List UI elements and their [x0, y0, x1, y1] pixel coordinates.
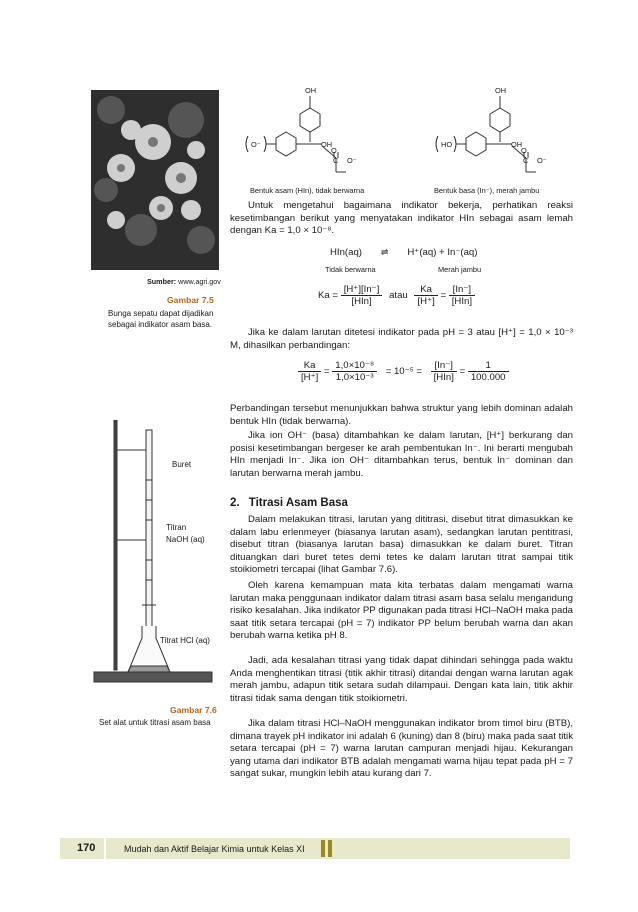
paragraph-indicator-pp: Oleh karena kemampuan mata kita terbatas dalam mengamati warna larutan maka penggunaan indikator dalam titrasi asam basa selalu mengandung risiko kesalahan. Jika indikator PP digunakan pada titrasi HCl–NaOH maka pada saat titik setara tercapai (pH = 7) indikator PP belum berubah warna dan akan berubah warna ketika pH 8. — [230, 580, 573, 642]
paragraph-ph3: Jika ke dalam larutan ditetesi indikator pada pH = 3 atau [H⁺] = 1,0 × 10⁻³ M, dihasilkan perbandingan: — [230, 327, 573, 351]
paragraph-dominant-form: Perbandingan tersebut menunjukkan bahwa struktur yang lebih dominan adalah bentuk HIn (tidak berwarna). — [230, 403, 573, 427]
section-heading — [230, 497, 348, 509]
paragraph-btb: Jika dalam titrasi HCl–NaOH menggunakan indikator brom timol biru (BTB), dimana trayek pH indikator ini adalah 6 (kuning) dan 8 (biru) maka pada saat titik setara tercapai (pH = 7) warna larutan campuran menjadi hijau. Kekurangan yang utama dari indikator BTB adalah mengamati warna hijau tepat pada pH = 7 sangat sukar, mungkin lebih atau kurang dari 7. — [230, 718, 573, 780]
figure-76-title: Gambar 7.6 — [170, 705, 217, 715]
ratio-num2: 1,0×10⁻⁸ — [332, 360, 377, 372]
ratio-fraction-1 — [298, 360, 321, 383]
acid-oh-top-label: OH — [305, 86, 317, 95]
ratio-den2: 1,0×10⁻³ — [335, 372, 374, 383]
base-form-structure — [430, 88, 570, 188]
ka-num1: [H⁺][In⁻] — [341, 284, 383, 296]
base-o-double-label: O — [521, 146, 527, 155]
ka-num3: [In⁻] — [449, 284, 475, 296]
section-number: 2. — [230, 497, 240, 509]
base-form-caption: Bentuk basa (In⁻), merah jambu — [434, 186, 540, 195]
paragraph-oh-added: Jika ion OH⁻ (basa) ditambahkan ke dalam larutan, [H⁺] berkurang dan posisi kesetimbangan bergeser ke arah pembentukan In⁻. Ini berarti mengubah HIn menjadi In⁻. Jika ion OH⁻ ditambahkan terus, bentuk In⁻ dominan dan larutan berwarna merah jambu. — [230, 430, 573, 479]
ratio-fraction-2 — [332, 360, 377, 383]
acid-o-minus-label: O⁻ — [251, 140, 261, 149]
paragraph-indicator-intro: Untuk mengetahui bagaimana indikator bekerja, perhatikan reaksi kesetimbangan berikut yang menyatakan indikator HIn sebagai asam lemah dengan Ka = 1,0 × 10⁻⁸. — [230, 200, 573, 237]
section-title: Titrasi Asam Basa — [248, 497, 348, 509]
base-oh-side-label: OH — [511, 140, 523, 149]
reaction-equation — [330, 247, 477, 258]
ka-atau: atau — [389, 290, 408, 301]
equilibrium-arrow-icon: ⇌ — [380, 247, 389, 257]
ka-fraction-1 — [341, 284, 383, 307]
ratio-num4: 1 — [468, 360, 509, 372]
acid-o-end-label: O⁻ — [347, 156, 357, 165]
hibiscus-photo — [91, 90, 219, 270]
label-buret: Buret — [172, 460, 192, 469]
ratio-den4: 100.000 — [470, 372, 506, 383]
base-ho-label: HO — [441, 140, 453, 149]
ka-den1: [HIn] — [351, 296, 372, 307]
reaction-right: H⁺(aq) + In⁻(aq) — [407, 247, 478, 258]
ka-den3: [HIn] — [451, 296, 472, 307]
footer-divider — [104, 838, 106, 859]
figure-76-caption: Set alat untuk titrasi asam basa — [99, 718, 211, 727]
figure-75-source-label: Sumber: — [147, 277, 177, 286]
reaction-left-note: Tidak berwarna — [325, 265, 376, 274]
base-oh-top-label: OH — [495, 86, 507, 95]
acid-oh-side-label: OH — [321, 140, 333, 149]
reaction-right-note: Merah jambu — [438, 265, 482, 274]
ka-fraction-3 — [449, 284, 475, 307]
ratio-equation — [298, 360, 509, 383]
ratio-eq2: = — [459, 366, 466, 377]
base-c-label: C — [523, 156, 529, 165]
label-titran-line1: Titran — [166, 523, 187, 532]
paragraph-titration-error: Jadi, ada kesalahan titrasi yang tidak dapat dihindari sehingga pada waktu Anda menghentikan titrasi (titik akhir titrasi) ditandai dengan warna larutan agak merah jambu, adapun titik setara sudah dilampaui. Dengan kata lain, titik akhir titrasi tidak sama dengan titik stoikiometri. — [230, 655, 573, 704]
label-titrat: Titrat HCl (aq) — [160, 636, 210, 645]
figure-75-source — [147, 277, 221, 287]
base-o-end-label: O⁻ — [537, 156, 547, 165]
ka-lhs: Ka = — [318, 290, 339, 301]
titration-apparatus-illustration — [90, 420, 220, 695]
ka-equals: = — [440, 290, 447, 301]
ka-num2: Ka — [414, 284, 437, 296]
footer-marker-icon-2 — [328, 840, 332, 857]
ratio-num3: [In⁻] — [431, 360, 457, 372]
figure-75-title: Gambar 7.5 — [167, 295, 214, 305]
footer-marker-icon — [321, 840, 325, 857]
acid-form-caption: Bentuk asam (HIn), tidak berwarna — [250, 186, 365, 195]
ratio-eq1: = — [324, 366, 330, 377]
paragraph-titration-intro: Dalam melakukan titrasi, larutan yang dititrasi, disebut titrat dimasukkan ke dalam labu erlenmeyer (biasanya larutan asam), sedangkan larutan pentitrasi, disebut titran (biasanya larutan basa) dimasukkan ke dalam buret. Titran dituangkan dari buret tetes demi tetes ke dalam larutan titrat sampai titik stoikiometri tercapai (lihat Gambar 7.6). — [230, 514, 573, 576]
ratio-fraction-3 — [431, 360, 457, 383]
figure-75-source-value: www.agri.gov — [176, 277, 221, 286]
figure-75-caption-line1: Bunga sepatu dapat dijadikan — [108, 309, 214, 318]
ka-fraction-2 — [414, 284, 437, 307]
ratio-den1: [H⁺] — [301, 372, 319, 383]
footer-book-title: Mudah dan Aktif Belajar Kimia untuk Kelas XI — [124, 844, 305, 854]
ratio-fraction-4 — [468, 360, 509, 383]
reaction-left: HIn(aq) — [330, 247, 362, 258]
acid-form-structure — [240, 88, 380, 188]
ratio-mid: = 10⁻⁵ = — [385, 366, 422, 377]
ka-den2: [H⁺] — [417, 296, 435, 307]
label-titran-line2: NaOH (aq) — [166, 535, 205, 544]
ratio-num1: Ka — [298, 360, 321, 372]
ka-equation — [318, 284, 475, 307]
ratio-den3: [HIn] — [433, 372, 454, 383]
acid-o-double-label: O — [331, 146, 337, 155]
figure-75-caption-line2: sebagai indikator asam basa. — [108, 320, 213, 329]
acid-c-label: C — [333, 156, 339, 165]
footer-page-number: 170 — [77, 842, 96, 854]
